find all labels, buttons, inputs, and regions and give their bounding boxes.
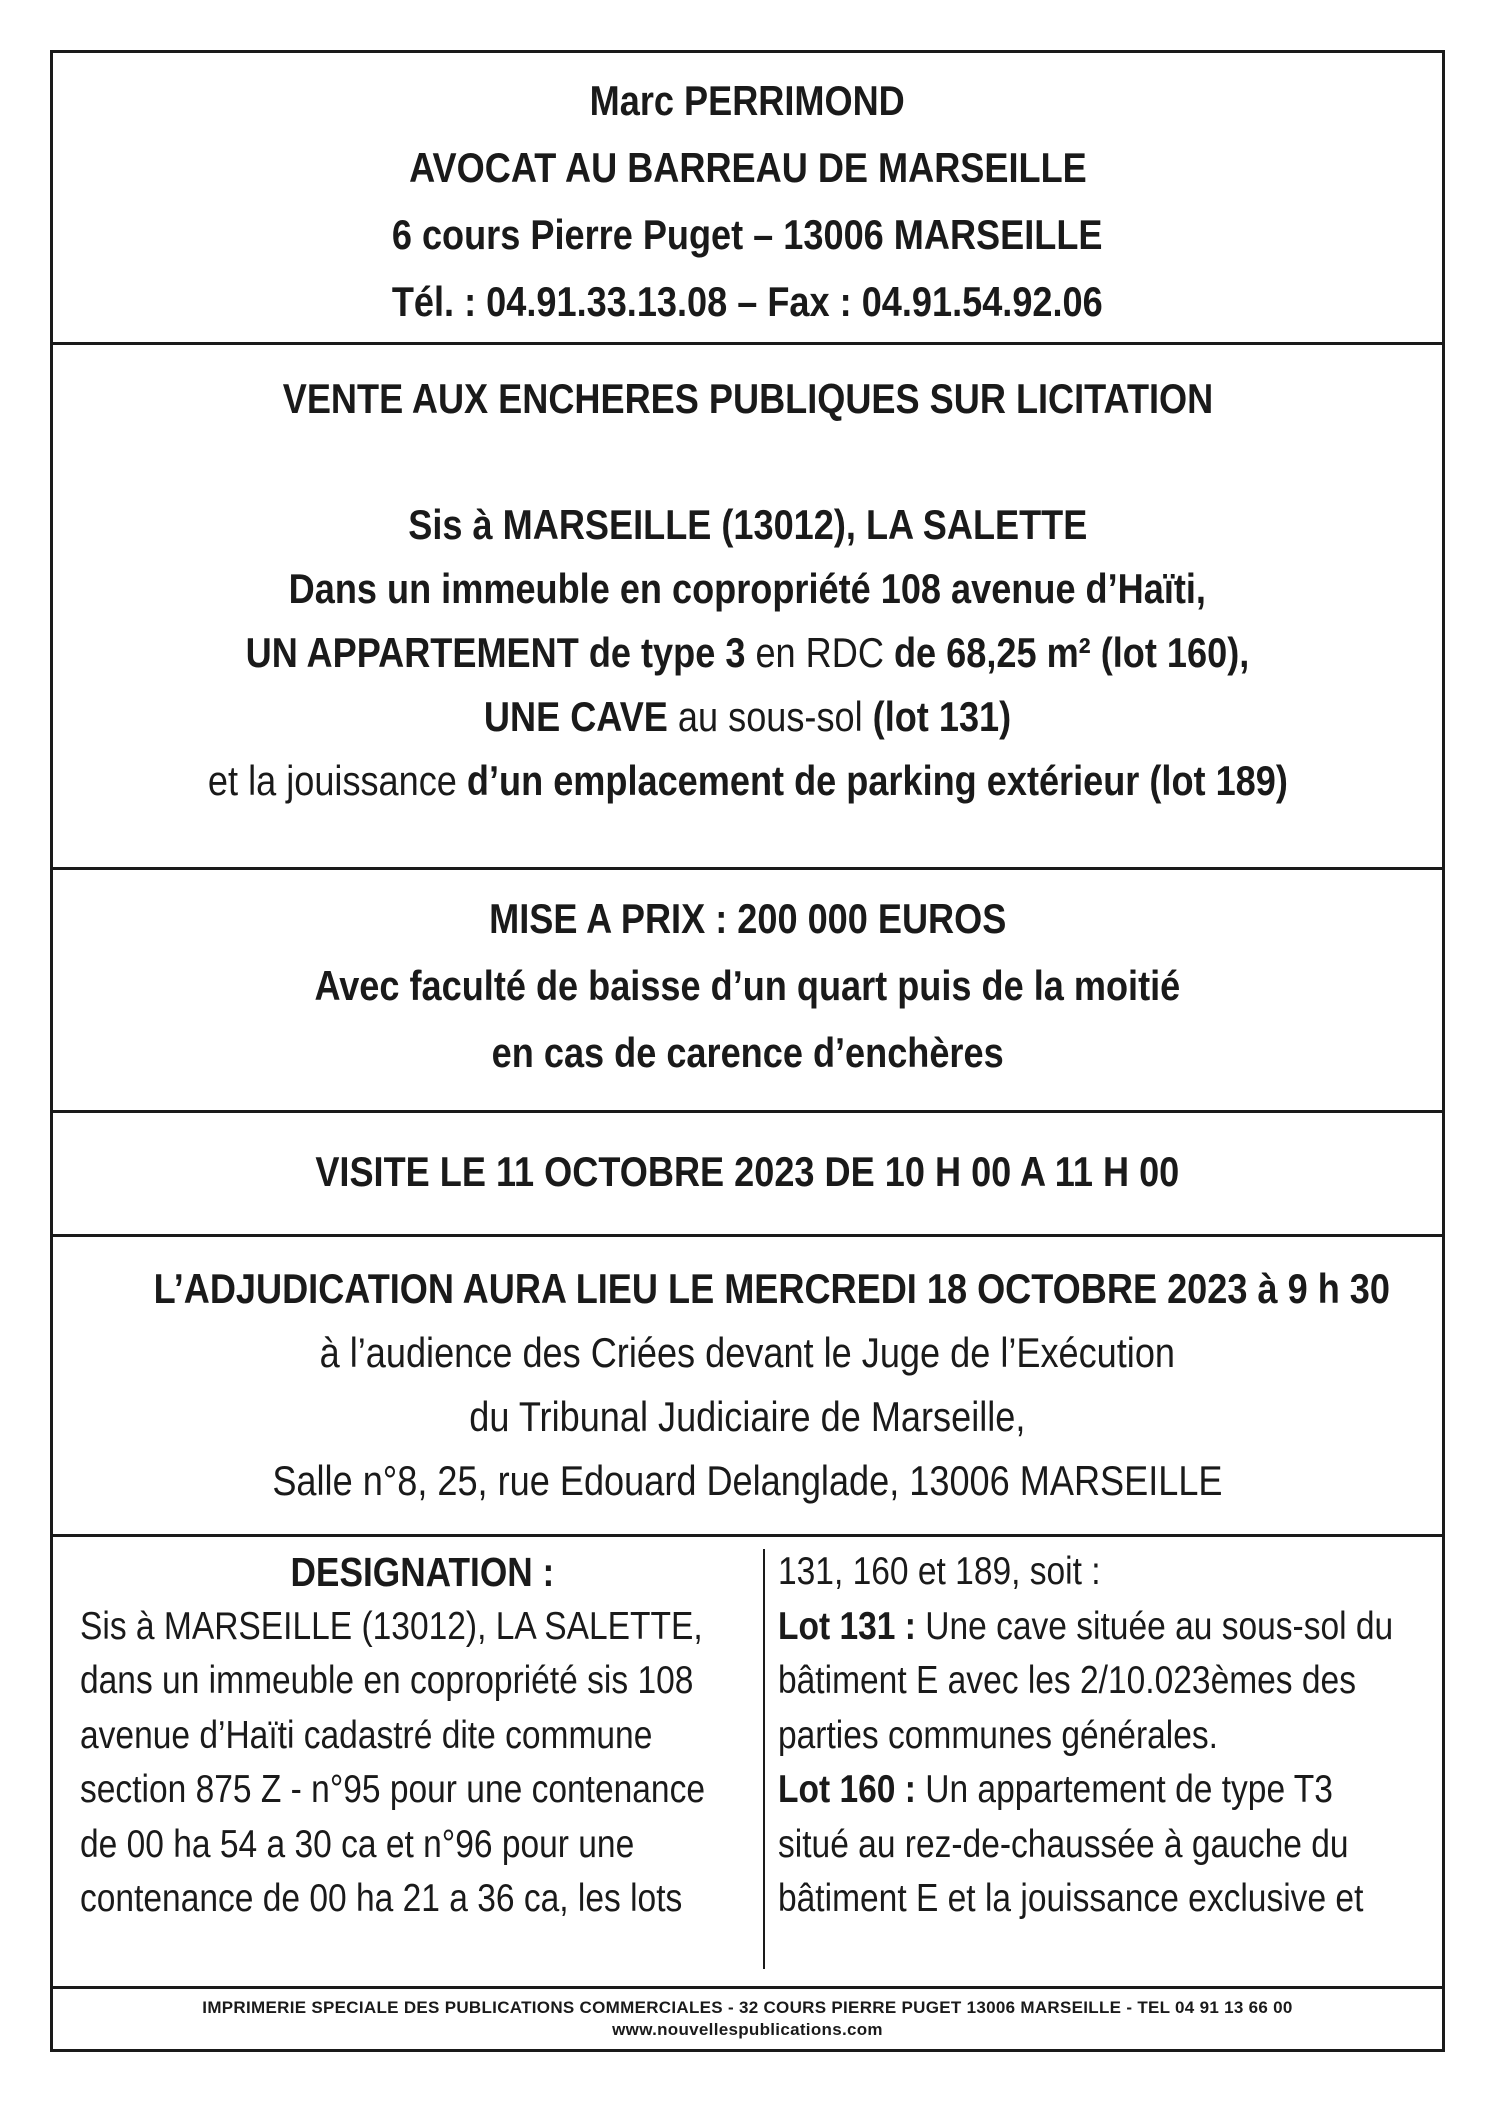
cave-lot: (lot 131) — [872, 693, 1012, 740]
price-condition: en cas de carence d’enchères — [491, 1029, 1004, 1076]
designation-right-column — [778, 1545, 1478, 1927]
adjudication-room: Salle n°8, 25, rue Edouard Delanglade, 13006 MARSEILLE — [272, 1457, 1223, 1504]
lot-131-text: parties communes générales. — [778, 1713, 1218, 1757]
cave-label: UNE CAVE — [483, 693, 668, 740]
designation-line: section 875 Z - n°95 pour une contenance — [80, 1768, 706, 1811]
price-section — [53, 870, 1442, 1113]
lot-160-text: bâtiment E et la jouissance exclusive et — [778, 1877, 1364, 1920]
designation-line: Sis à MARSEILLE (13012), LA SALETTE, — [80, 1604, 703, 1648]
lot-160-label: Lot 160 : — [778, 1768, 916, 1811]
printer-website: www.nouvellespublications.com — [612, 2020, 883, 2039]
adjudication-court: du Tribunal Judiciaire de Marseille, — [469, 1393, 1026, 1440]
designation-line: de 00 ha 54 a 30 ca et n°96 pour une — [80, 1822, 635, 1866]
sale-cave — [53, 685, 1442, 749]
designation-line: dans un immeuble en copropriété sis 108 — [80, 1659, 694, 1702]
starting-price: MISE A PRIX : 200 000 EUROS — [488, 895, 1007, 942]
parking-detail: d’un emplacement de parking extérieur (lot 189) — [466, 757, 1288, 804]
notice-frame — [50, 50, 1445, 2052]
designation-section — [53, 1537, 1442, 1989]
lot-160-text: situé au rez-de-chaussée à gauche du — [778, 1822, 1349, 1866]
printer-footer — [53, 1989, 1442, 2049]
designation-heading: DESIGNATION : — [290, 1549, 555, 1595]
printer-info: IMPRIMERIE SPECIALE DES PUBLICATIONS COMMERCIALES - 32 COURS PIERRE PUGET 13006 MARSEILLE - TEL 04 91 13 66 00 — [202, 1998, 1293, 2017]
lawyer-contact: Tél. : 04.91.33.13.08 – Fax : 04.91.54.92.06 — [392, 278, 1103, 325]
designation-line: contenance de 00 ha 21 a 36 ca, les lots — [80, 1877, 683, 1920]
lots-list: 131, 160 et 189, soit : — [778, 1550, 1101, 1593]
visit-section — [53, 1113, 1442, 1237]
adjudication-section — [53, 1237, 1442, 1537]
sale-section — [53, 345, 1442, 870]
sale-location: Sis à MARSEILLE (13012), LA SALETTE — [407, 501, 1088, 548]
lawyer-header — [53, 53, 1442, 345]
lawyer-name: Marc PERRIMOND — [589, 77, 906, 124]
parking-prefix: et la jouissance — [207, 757, 467, 804]
visit-date: VISITE LE 11 OCTOBRE 2023 DE 10 H 00 A 11 H 00 — [315, 1148, 1180, 1195]
sale-title: VENTE AUX ENCHERES PUBLIQUES SUR LICITATION — [282, 375, 1213, 422]
adjudication-hearing: à l’audience des Criées devant le Juge de l’Exécution — [319, 1329, 1176, 1376]
lot-131-text: bâtiment E avec les 2/10.023èmes des — [778, 1659, 1356, 1702]
designation-left-column — [80, 1545, 765, 1927]
price-reduction: Avec faculté de baisse d’un quart puis de la moitié — [314, 962, 1181, 1009]
lawyer-address: 6 cours Pierre Puget – 13006 MARSEILLE — [392, 211, 1103, 258]
lot-131-label: Lot 131 : — [778, 1604, 916, 1648]
sale-building: Dans un immeuble en copropriété 108 avenue d’Haïti, — [288, 565, 1207, 612]
apartment-size: de 68,25 m² (lot 160), — [893, 629, 1250, 676]
column-divider — [763, 1549, 765, 1969]
designation-line: avenue d’Haïti cadastré dite commune — [80, 1713, 653, 1757]
lawyer-title: AVOCAT AU BARREAU DE MARSEILLE — [408, 144, 1087, 191]
cave-location: au sous-sol — [667, 693, 873, 740]
sale-apartment — [53, 621, 1442, 685]
apartment-type: UN APPARTEMENT de type 3 — [245, 629, 746, 676]
lot-131-text: Une cave située au sous-sol du — [915, 1604, 1394, 1648]
lot-160-text: Un appartement de type T3 — [915, 1768, 1333, 1811]
adjudication-date: L’ADJUDICATION AURA LIEU LE MERCREDI 18 OCTOBRE 2023 à 9 h 30 — [153, 1265, 1390, 1312]
apartment-floor: en RDC — [745, 629, 894, 676]
sale-parking — [53, 749, 1442, 813]
